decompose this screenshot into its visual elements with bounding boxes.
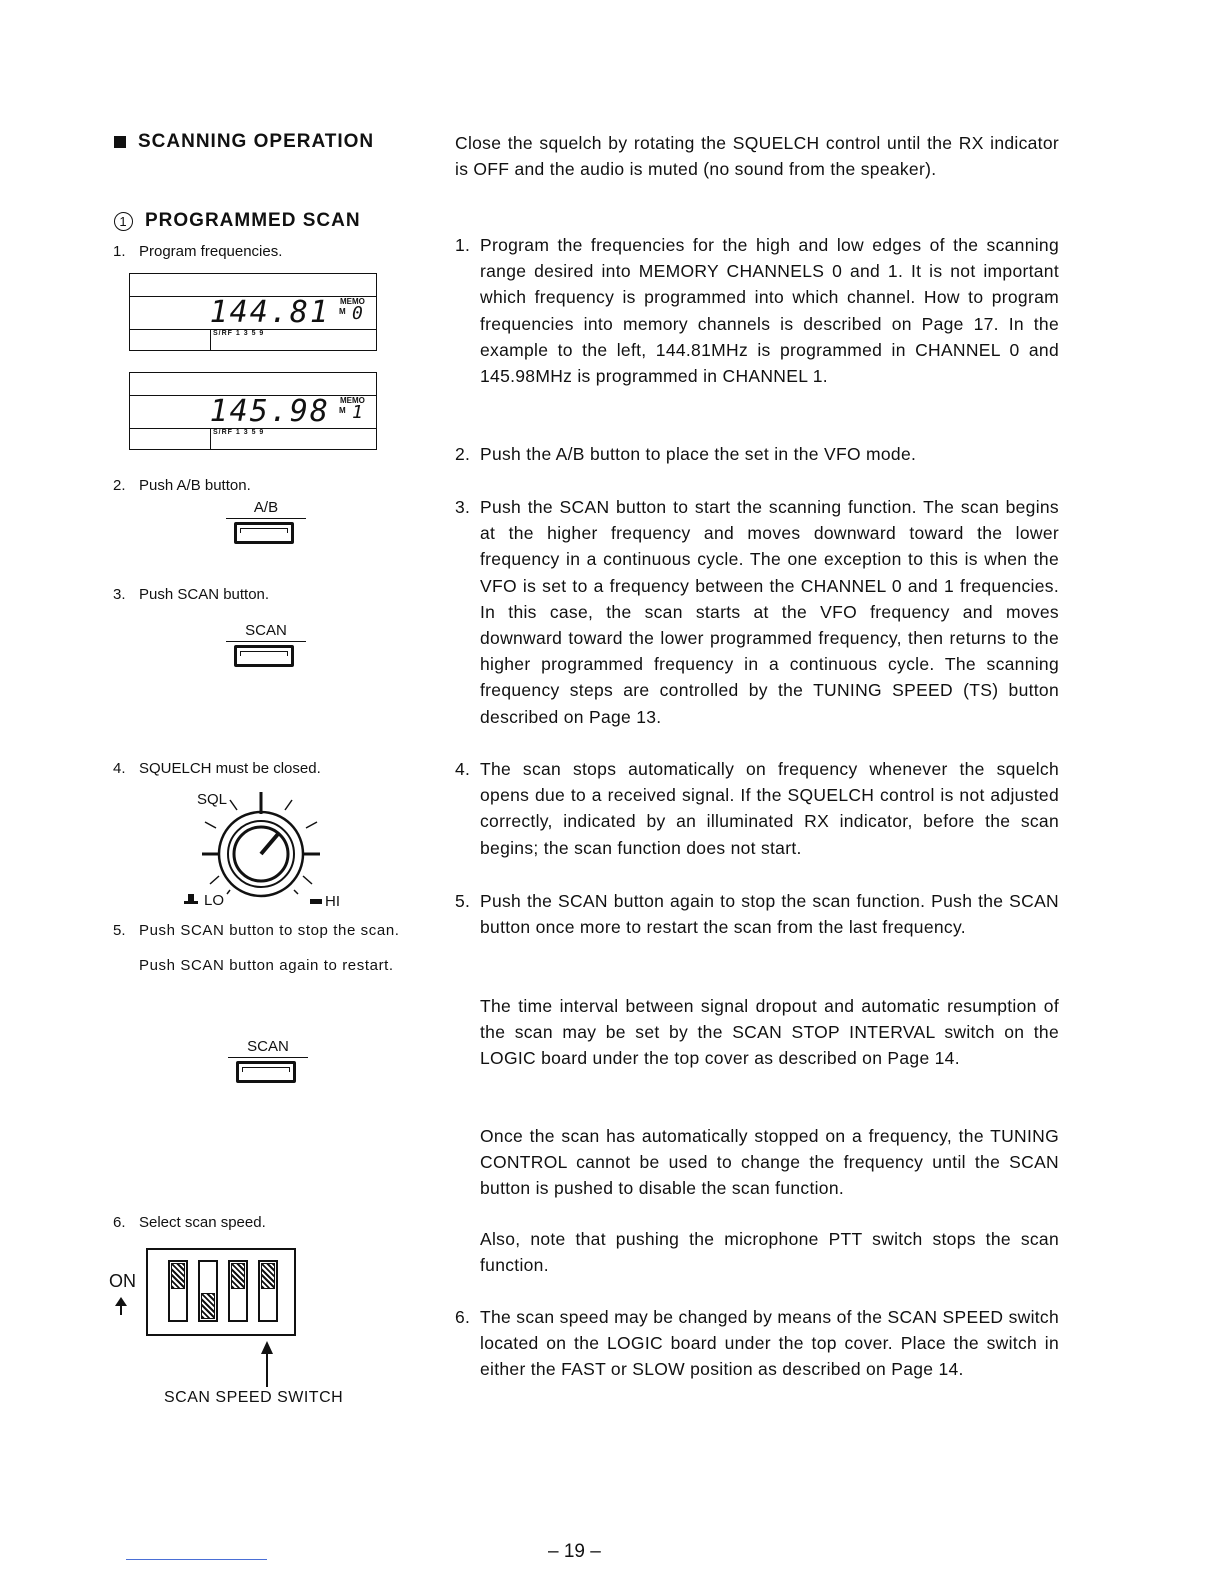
scan-button-illustration-2 bbox=[228, 1038, 308, 1083]
lcd-m-label: M bbox=[339, 406, 346, 415]
scan-button-icon bbox=[236, 1061, 296, 1083]
lcd-frequency: 144.81 bbox=[209, 295, 330, 330]
section-title: SCANNING OPERATION bbox=[114, 131, 374, 153]
lcd-m-label: M bbox=[339, 307, 346, 316]
instruction-item-5: 5. Push the SCAN button again to stop the scan function. Push the SCAN button once more to restart the scan from the last frequency. bbox=[455, 891, 1059, 938]
hi-label: HI bbox=[325, 893, 340, 910]
intro-paragraph: Close the squelch by rotating the SQUELCH control until the RX indicator is OFF and the audio is muted (no sound from the speaker). bbox=[455, 133, 1059, 180]
step-1-caption: 1. Program frequencies. bbox=[113, 243, 283, 260]
bullet-square-icon bbox=[114, 136, 126, 148]
scan-button-icon bbox=[234, 645, 294, 667]
ab-button-illustration bbox=[226, 499, 306, 544]
lcd-s-meter-scale: S/RF 1 3 5 9 bbox=[213, 330, 265, 337]
lcd-s-meter-scale: S/RF 1 3 5 9 bbox=[213, 429, 265, 436]
instruction-item-3: 3. Push the SCAN button to start the scanning function. The scan begins at the higher frequency and moves downward toward the lower frequency in a continuous cycle. The one exception to this is when the VFO is set to a frequency between the CHANNEL 0 and 1 frequencies. In this case, the scan starts at the VFO frequency and moves downward toward the lower programmed frequency, then returns to the higher programmed frequency in a continuous cycle. The scanning frequency steps are controlled by the TUNING SPEED (TS) button described on Page 13. bbox=[455, 497, 1059, 727]
lo-label: LO bbox=[204, 892, 225, 909]
scan-button-illustration bbox=[226, 622, 306, 667]
tuning-control-paragraph: Once the scan has automatically stopped on a frequency, the TUNING CONTROL cannot be used to change the frequency until the SCAN button is pushed to disable the scan function. bbox=[480, 1126, 1059, 1199]
dip-slot-1 bbox=[168, 1260, 188, 1322]
dip-knob-1 bbox=[171, 1263, 185, 1289]
instruction-item-4: 4. The scan stops automatically on frequency whenever the squelch opens due to a received signal. If the SQUELCH control is not adjusted correctly, indicated by an illuminated RX indicator, before the scan begins; the scan function does not start. bbox=[455, 759, 1059, 858]
ab-button-label: A/B bbox=[226, 499, 306, 519]
dip-knob-3 bbox=[231, 1263, 245, 1289]
step-4-caption: 4. SQUELCH must be closed. bbox=[113, 760, 321, 777]
step-5-caption: 5. Push SCAN button to stop the scan. Push SCAN button again to restart. bbox=[113, 922, 403, 975]
lcd-channel: 0 bbox=[352, 303, 363, 324]
ptt-paragraph: Also, note that pushing the microphone PTT switch stops the scan function. bbox=[480, 1229, 1059, 1276]
circled-number-icon: 1 bbox=[114, 212, 133, 231]
dip-slot-2 bbox=[198, 1260, 218, 1322]
dip-slot-4 bbox=[258, 1260, 278, 1322]
lcd-memo-label: MEMO bbox=[340, 297, 365, 306]
dip-slot-3 bbox=[228, 1260, 248, 1322]
page-number: – 19 – bbox=[548, 1541, 601, 1562]
on-arrow-icon bbox=[114, 1296, 128, 1316]
scan-speed-dip-switch bbox=[146, 1248, 296, 1336]
instruction-item-1: 1. Program the frequencies for the high and low edges of the scanning range desired into MEMORY CHANNELS 0 and 1. It is not important which frequency is programmed into which channel. How to program frequencies into memory channels is described on Page 17. In the example to the left, 144.81MHz is programmed in CHANNEL 0 and 145.98MHz is programmed in CHANNEL 1. bbox=[455, 235, 1059, 387]
instruction-item-6: 6. The scan speed may be changed by means of the SCAN SPEED switch located on the LOGIC board under the top cover. Place the switch in either the FAST or SLOW position as described on Page 14. bbox=[455, 1307, 1059, 1380]
step-2-caption: 2. Push A/B button. bbox=[113, 477, 251, 494]
subsection-title: 1 PROGRAMMED SCAN bbox=[114, 210, 361, 232]
step-6-caption: 6. Select scan speed. bbox=[113, 1214, 266, 1231]
on-label: ON bbox=[109, 1271, 136, 1291]
pointer-arrow-icon bbox=[257, 1340, 277, 1388]
lcd-channel: 1 bbox=[352, 402, 363, 423]
lcd-frequency: 145.98 bbox=[209, 394, 330, 429]
lcd-display-channel-0 bbox=[129, 273, 377, 351]
instruction-item-2: 2. Push the A/B button to place the set in the VFO mode. bbox=[455, 444, 917, 464]
scan-speed-switch-caption: SCAN SPEED SWITCH bbox=[164, 1389, 344, 1406]
scan-button-label: SCAN bbox=[228, 1038, 308, 1058]
step-5-restart-caption: Push SCAN button again to restart. bbox=[139, 957, 394, 974]
footer-rule bbox=[126, 1559, 267, 1560]
ab-button-icon bbox=[234, 522, 294, 544]
dip-knob-4 bbox=[261, 1263, 275, 1289]
scan-stop-interval-paragraph: The time interval between signal dropout and automatic resumption of the scan may be set by the SCAN STOP INTERVAL switch on the LOGIC board under the top cover as described on Page 14. bbox=[480, 996, 1059, 1069]
dip-knob-2 bbox=[201, 1293, 215, 1319]
sql-label: SQL bbox=[197, 791, 228, 808]
lcd-display-channel-1 bbox=[129, 372, 377, 450]
step-3-caption: 3. Push SCAN button. bbox=[113, 586, 270, 603]
lcd-memo-label: MEMO bbox=[340, 396, 365, 405]
scan-button-label: SCAN bbox=[226, 622, 306, 642]
